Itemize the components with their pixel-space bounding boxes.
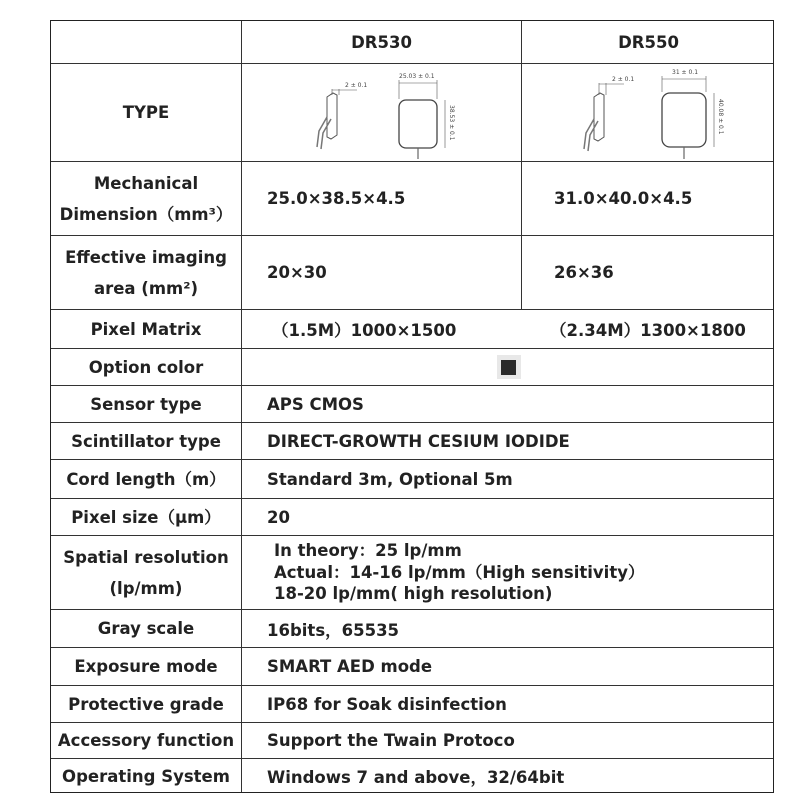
row-label-dimension bbox=[51, 162, 241, 235]
imaging-area-label-line1: Effective imaging bbox=[65, 247, 227, 267]
row-label-sensor-type: Sensor type bbox=[90, 394, 202, 414]
dr530-width-label: 25.03 ± 0.1 bbox=[398, 73, 435, 80]
option-color-cell bbox=[242, 349, 775, 385]
cord-length-value: Standard 3m, Optional 5m bbox=[267, 469, 513, 489]
scintillator-value: DIRECT-GROWTH CESIUM IODIDE bbox=[267, 431, 570, 451]
model-header-dr530: DR530 bbox=[351, 32, 412, 52]
row-label-pixel-matrix: Pixel Matrix bbox=[90, 319, 202, 339]
spatial-resolution-line: Actual：14-16 lp/mm（High sensitivity） bbox=[274, 562, 645, 582]
dr550-thickness-label: 2 ± 0.1 bbox=[611, 76, 634, 83]
row-label-option-color: Option color bbox=[88, 357, 204, 377]
spatial-resolution-label-line1: Spatial resolution bbox=[63, 547, 229, 567]
spatial-resolution-line: 18-20 lp/mm( high resolution) bbox=[274, 584, 553, 604]
color-swatch bbox=[497, 355, 521, 379]
gray-scale-value: 16bits，65535 bbox=[267, 620, 400, 640]
pixel-matrix-dr550: （2.34M）1300×1800 bbox=[550, 321, 746, 340]
spatial-resolution-line: In theory：25 lp/mm bbox=[274, 541, 462, 561]
dr550-height-label: 40.08 ± 0.1 bbox=[716, 99, 724, 135]
row-label-spatial-resolution bbox=[51, 536, 241, 609]
dr530-thickness-label: 2 ± 0.1 bbox=[344, 82, 367, 89]
row-label-exposure-mode: Exposure mode bbox=[74, 657, 218, 676]
protective-grade-value: IP68 for Soak disinfection bbox=[267, 694, 507, 714]
spatial-resolution-value bbox=[242, 536, 775, 609]
spec-table bbox=[50, 20, 774, 793]
row-label-imaging-area bbox=[51, 236, 241, 309]
dimension-dr550: 31.0×40.0×4.5 bbox=[554, 189, 693, 208]
dimension-label-line1: Mechanical bbox=[93, 173, 199, 193]
row-label-accessory: Accessory function bbox=[57, 731, 235, 750]
row-label-pixel-size: Pixel size（μm） bbox=[71, 507, 221, 527]
os-value: Windows 7 and above，32/64bit bbox=[267, 768, 565, 787]
row-label-type: TYPE bbox=[122, 103, 170, 122]
spatial-resolution-label-line2: (lp/mm) bbox=[109, 578, 183, 598]
imaging-area-label-line2: area (mm²) bbox=[93, 278, 199, 298]
imaging-area-dr530: 20×30 bbox=[267, 263, 327, 282]
diagram-dr530 bbox=[242, 64, 521, 161]
dr550-width-label: 31 ± 0.1 bbox=[671, 69, 698, 76]
diagram-dr550 bbox=[522, 64, 775, 161]
sensor-type-value: APS CMOS bbox=[267, 394, 364, 414]
row-label-os: Operating System bbox=[62, 766, 230, 786]
pixel-matrix-dr530: （1.5M）1000×1500 bbox=[272, 321, 457, 340]
imaging-area-dr550: 26×36 bbox=[554, 263, 614, 282]
color-swatch-fill bbox=[501, 360, 516, 375]
exposure-mode-value: SMART AED mode bbox=[267, 657, 433, 676]
dr530-height-label: 38.53 ± 0.1 bbox=[447, 105, 455, 141]
dimension-label-line2: Dimension（mm³） bbox=[59, 204, 233, 224]
row-label-scintillator: Scintillator type bbox=[71, 431, 221, 451]
dimension-dr530: 25.0×38.5×4.5 bbox=[267, 189, 406, 208]
model-header-dr550: DR550 bbox=[618, 32, 679, 52]
accessory-value: Support the Twain Protoco bbox=[267, 731, 515, 750]
row-label-protective-grade: Protective grade bbox=[68, 694, 224, 714]
row-label-gray-scale: Gray scale bbox=[97, 619, 195, 638]
row-label-cord-length: Cord length（m） bbox=[66, 469, 226, 489]
pixel-size-value: 20 bbox=[267, 507, 290, 527]
